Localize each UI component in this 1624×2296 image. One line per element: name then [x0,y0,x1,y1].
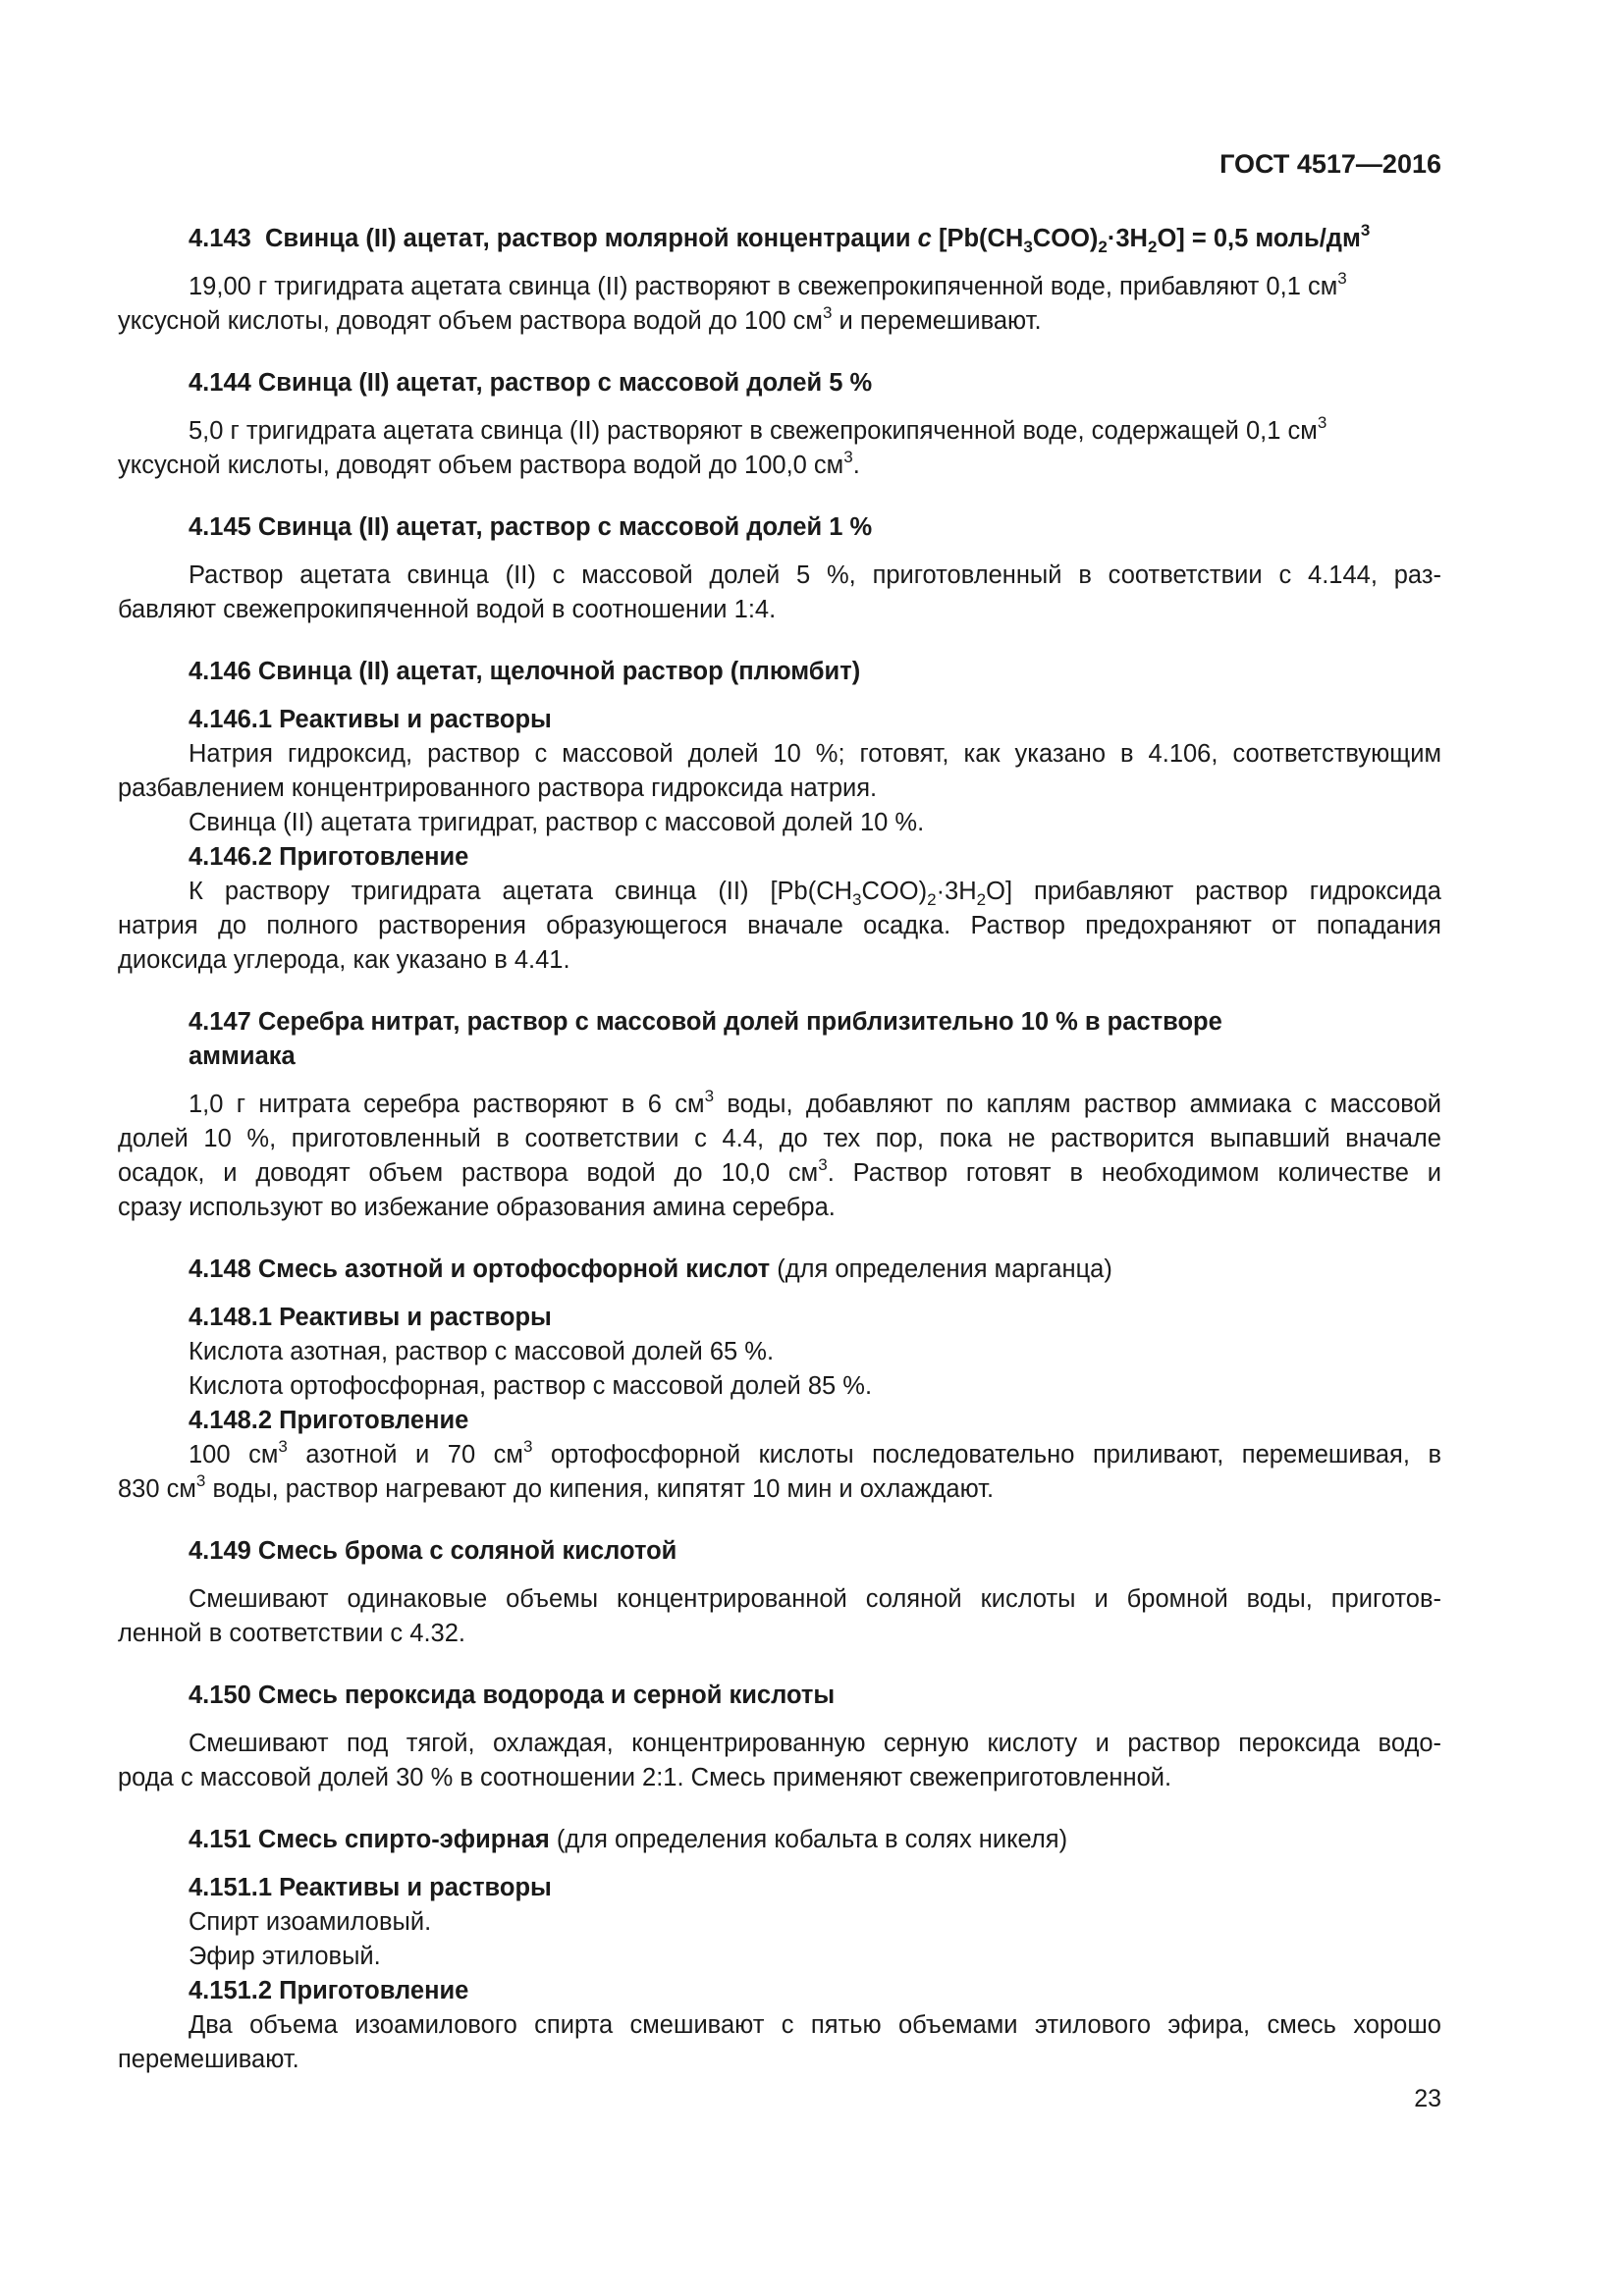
section-4-145-text: бавляют свежепрокипяченной водой в соотношении 1:4. [118,596,777,623]
section-4-147-title: 4.147 Серебра нитрат, раствор с массовой долей приблизительно 10 % в растворе [189,1008,1222,1036]
subsection-4-148-2-title: 4.148.2 Приготовление [189,1407,469,1434]
section-4-145-title: 4.145 Свинца (II) ацетат, раствор с массовой долей 1 % [189,513,873,541]
section-4-146-text: К раствору тригидрата ацетата свинца (II) $[Pb(CH_3COO)_2\cdot 3H_2O]$ прибавляют раствор гидроксида [189,878,1441,909]
section-4-147-text: 1,0 г нитрата серебра растворяют в 6 $см^3$ воды, добавляют по каплям раствор аммиака с массовой [189,1087,1441,1118]
section-4-146-title: 4.146 Свинца (II) ацетат, щелочной раствор (плюмбит) [189,658,861,685]
standard-header: ГОСТ 4517—2016 [1219,149,1441,179]
section-4-151-text: Эфир этиловый. [189,1943,381,1970]
document-body [118,222,1441,2077]
section-4-150-title: 4.150 Смесь пероксида водорода и серной кислоты [189,1682,836,1709]
section-4-148-text: Кислота азотная, раствор с массовой долей 65 %. [189,1338,775,1365]
section-4-147-text: сразу используют во избежание образования амина серебра. [118,1194,836,1221]
section-4-151-text: Спирт изоамиловый. [189,1908,432,1936]
section-4-147-text: осадок, и доводят объем раствора водой до 10,0 $см^3$. Раствор готовят в необходимом количестве и [118,1155,1441,1187]
page-number: 23 [1414,2085,1441,2112]
subsection-4-151-1-title: 4.151.1 Реактивы и растворы [189,1874,552,1901]
subsection-4-146-1-title: 4.146.1 Реактивы и растворы [189,706,552,733]
section-4-147-text: долей 10 %, приготовленный в соответствии с 4.4, до тех пор, пока не растворится выпавший вначале [118,1125,1441,1152]
section-4-143-text: уксусной кислоты, доводят объем раствора водой до 100 $см^3$ и перемешивают. [118,303,1042,335]
section-4-148-title: 4.148 Смесь азотной и ортофосфорной кислот (для определения марганца) [189,1255,1112,1283]
section-4-147-title: аммиака [189,1042,296,1070]
section-4-149-text: ленной в соответствии с 4.32. [118,1620,465,1647]
section-4-149-title: 4.149 Смесь брома с соляной кислотой [189,1537,677,1565]
section-4-148-text: 830 $см^3$ воды, раствор нагревают до кипения, кипятят 10 мин и охлаждают. [118,1471,995,1503]
section-4-146-text: Свинца (II) ацетата тригидрат, раствор с массовой долей 10 %. [189,809,925,836]
section-4-146-text: натрия до полного растворения образующегося вначале осадка. Раствор предохраняют от попадания [118,912,1441,939]
section-4-143-text: 19,00 г тригидрата ацетата свинца (II) растворяют в свежепрокипяченной воде, прибавляют 0,1 $см^3$ [189,269,1347,300]
section-4-143-title: 4.143 Свинца (II) ацетат, раствор молярной концентрации c $[Pb(CH_3COO)_2\cdot 3H_2O] = 0,5$ моль/$дм^3$ [189,221,1371,256]
section-4-148-text: Кислота ортофосфорная, раствор с массовой долей 85 %. [189,1372,873,1400]
subsection-4-148-1-title: 4.148.1 Реактивы и растворы [189,1304,552,1331]
section-4-150-text: рода с массовой долей 30 % в соотношении 2:1. Смесь применяют свежеприготовленной. [118,1764,1172,1791]
section-4-144-title: 4.144 Свинца (II) ацетат, раствор с массовой долей 5 % [189,369,873,397]
section-4-146-text: разбавлением концентрированного раствора гидроксида натрия. [118,774,878,802]
section-4-144-text: 5,0 г тригидрата ацетата свинца (II) растворяют в свежепрокипяченной воде, содержащей 0,1 $см^3$ [189,413,1327,445]
section-4-150-text: Смешивают под тягой, охлаждая, концентрированную серную кислоту и раствор пероксида водо- [189,1730,1441,1757]
section-4-146-text: Натрия гидроксид, раствор с массовой долей 10 %; готовят, как указано в 4.106, соответствующим [189,740,1441,768]
section-4-145-text: Раствор ацетата свинца (II) с массовой долей 5 %, приготовленный в соответствии с 4.144, раз- [189,561,1441,589]
subsection-4-146-2-title: 4.146.2 Приготовление [189,843,469,871]
subsection-4-151-2-title: 4.151.2 Приготовление [189,1977,469,2004]
section-4-151-text: перемешивают. [118,2046,299,2073]
section-4-151-text: Два объема изоамилового спирта смешивают с пятью объемами этилового эфира, смесь хорошо [189,2011,1441,2039]
section-4-148-text: 100 $см^3$ азотной и 70 $см^3$ ортофосфорной кислоты последовательно приливают, перемешивая, в [189,1437,1441,1468]
section-4-146-text: диоксида углерода, как указано в 4.41. [118,946,570,974]
section-4-151-title: 4.151 Смесь спирто-эфирная (для определения кобальта в солях никеля) [189,1826,1068,1853]
section-4-149-text: Смешивают одинаковые объемы концентрированной соляной кислоты и бромной воды, приготов- [189,1585,1441,1613]
section-4-144-text: уксусной кислоты, доводят объем раствора водой до 100,0 $см^3$. [118,448,860,479]
